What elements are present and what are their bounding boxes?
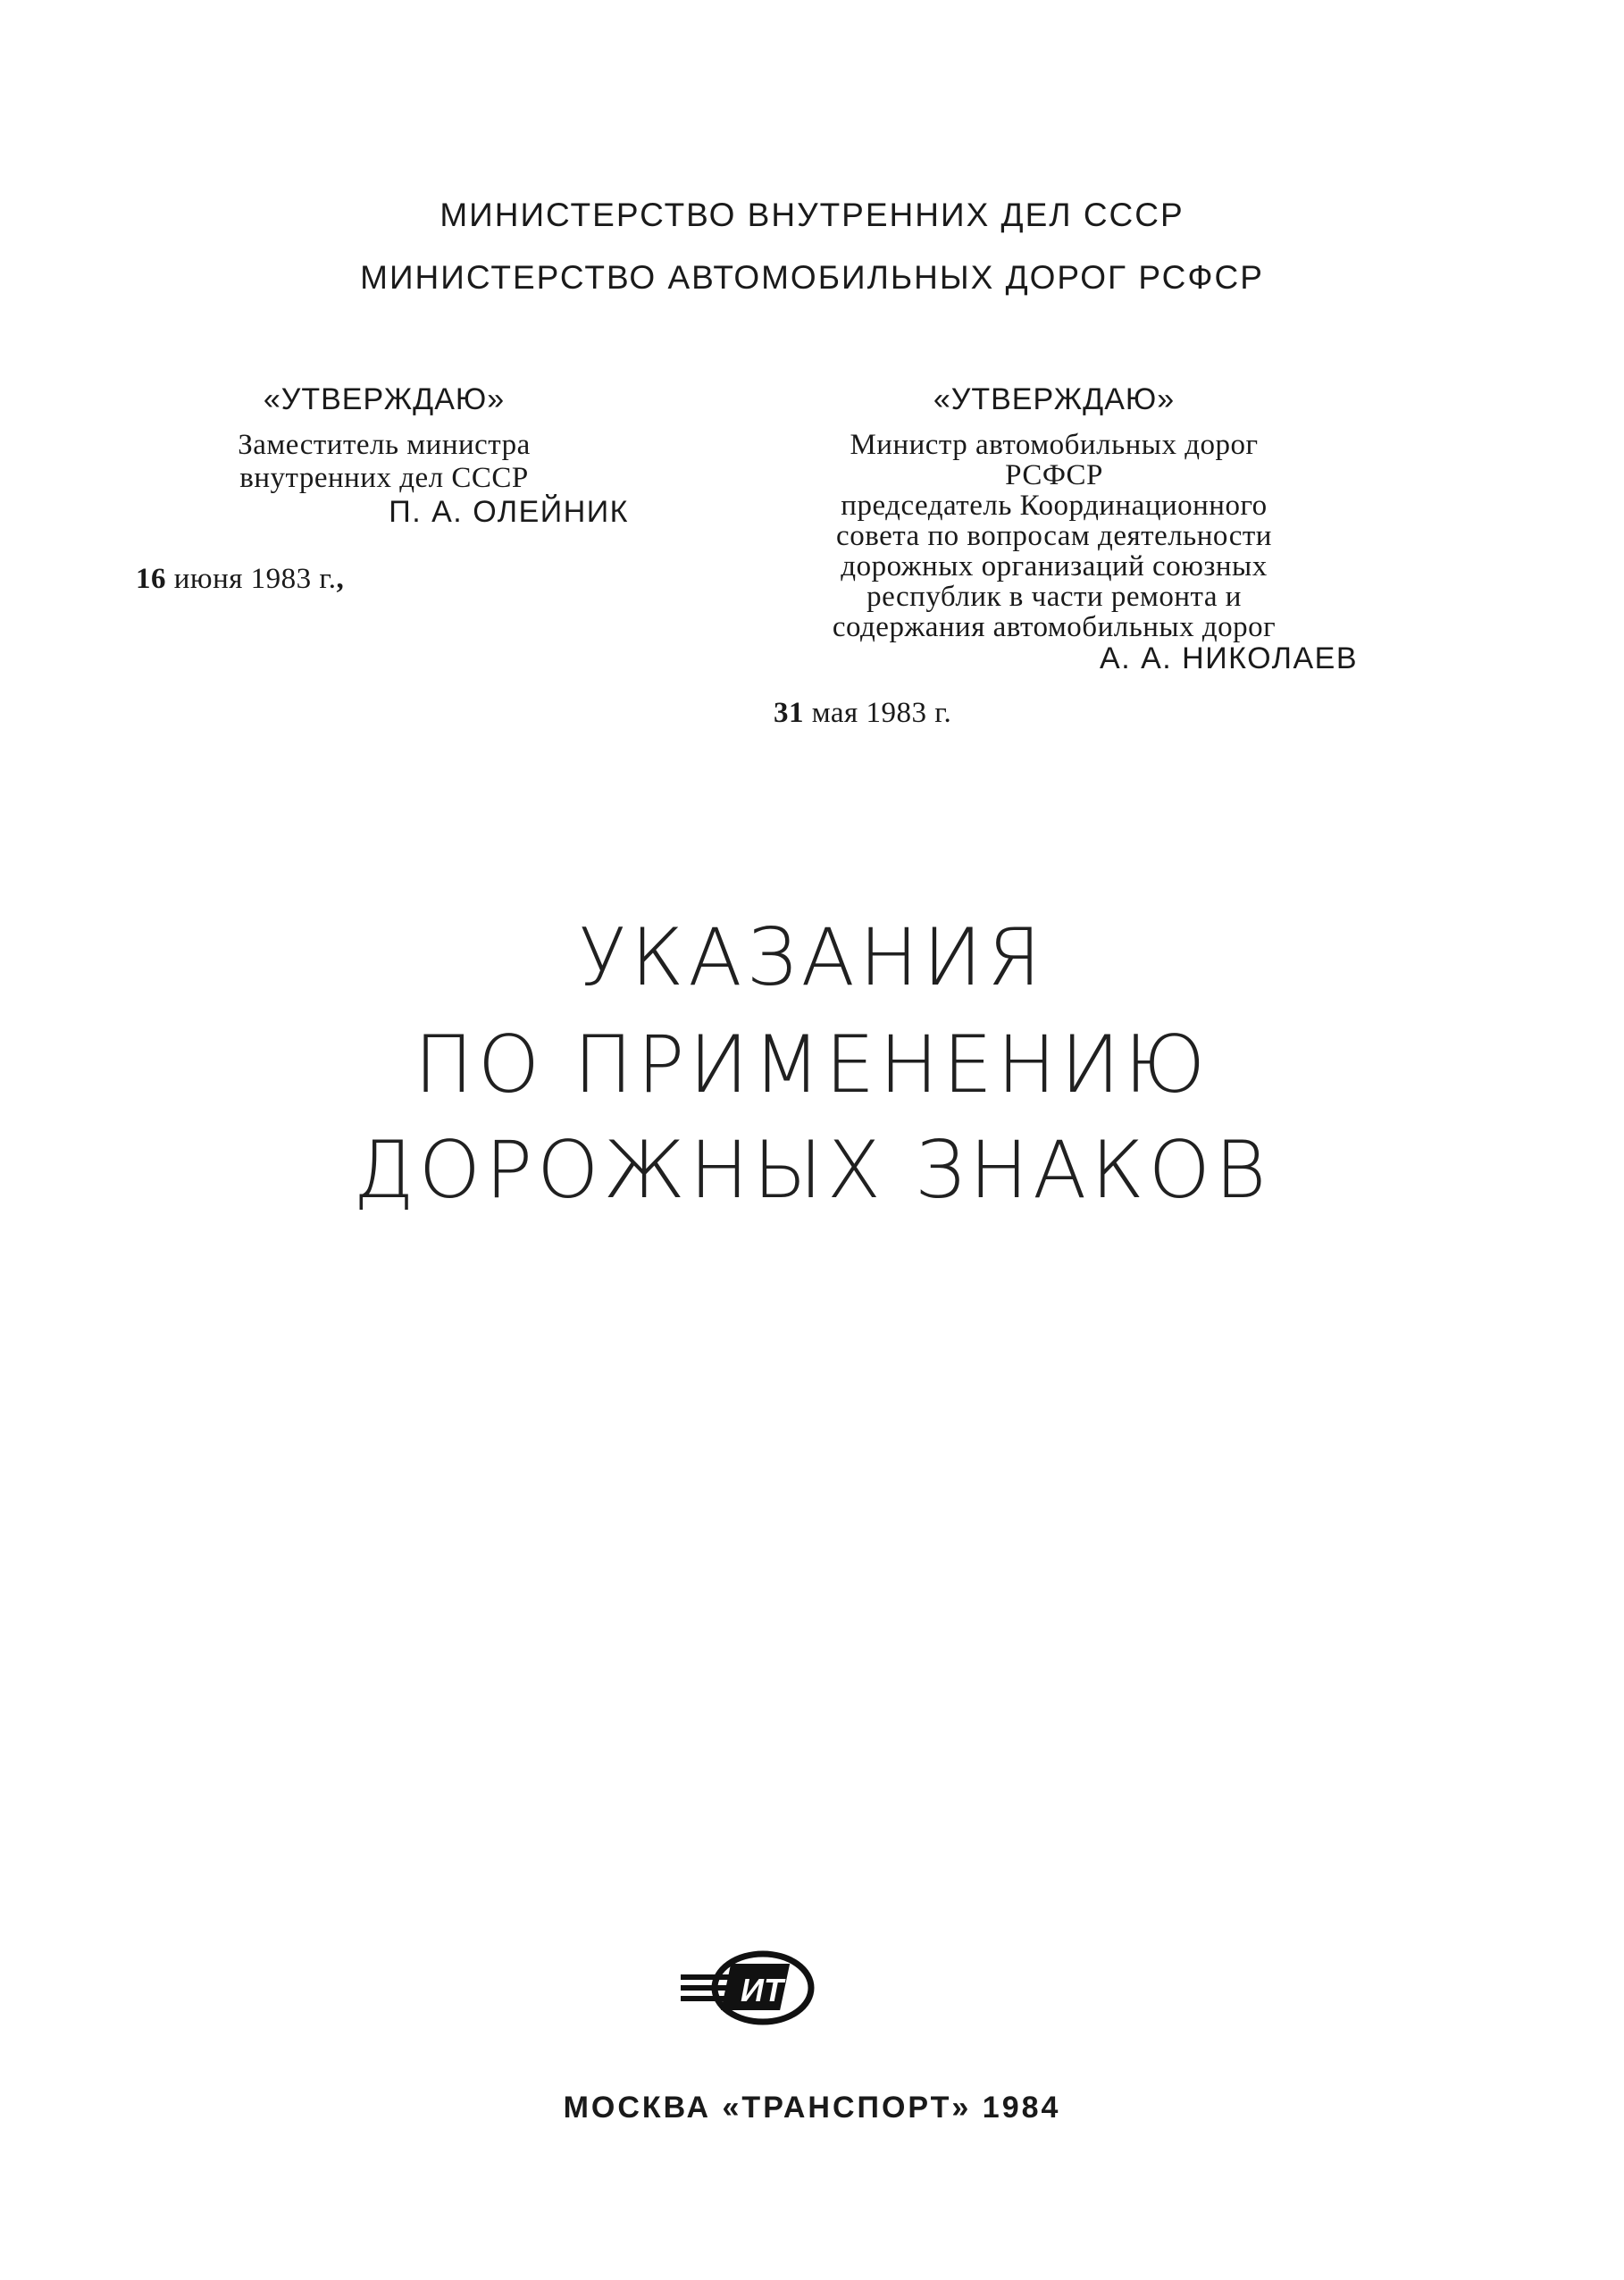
approve-position-line: содержания автомобильных дорог: [832, 611, 1277, 643]
approval-left: [179, 382, 629, 529]
approve-position-line: Заместитель министра: [238, 429, 531, 461]
approve-position-line: дорожных организаций союзных: [841, 550, 1268, 583]
approve-position-line: совета по вопросам деятельности: [836, 520, 1272, 552]
approve-date-rest: мая 1983 г.: [811, 697, 952, 729]
publisher-imprint: МОСКВА «ТРАНСПОРТ» 1984: [563, 2091, 1061, 2125]
approve-title: «УТВЕРЖДАЮ»: [263, 382, 506, 416]
document-title-line-3: ДОРОЖНЫХ ЗНАКОВ: [353, 1124, 1271, 1216]
approval-right: [786, 382, 1358, 675]
ministry-roads: МИНИСТЕРСТВО АВТОМОБИЛЬНЫХ ДОРОГ РСФСР: [360, 259, 1264, 296]
approve-date-right: [774, 699, 951, 728]
transport-publisher-logo-icon: [675, 1948, 836, 2028]
approve-date-day: 16: [136, 563, 166, 595]
document-title-line-2: ПО ПРИМЕНЕНИЮ: [414, 1018, 1210, 1111]
approve-title: «УТВЕРЖДАЮ»: [933, 382, 1176, 416]
document-title-line-1: УКАЗАНИЯ: [578, 911, 1046, 1003]
approve-date-rest: июня 1983 г.: [173, 563, 337, 595]
approve-date-left: 16 июня 1983 г.,: [136, 563, 345, 595]
ministry-mvd: МИНИСТЕРСТВО ВНУТРЕННИХ ДЕЛ СССР: [439, 197, 1185, 233]
approve-position-line: республик в части ремонта и: [866, 581, 1242, 613]
approve-position-line: РСФСР: [1005, 459, 1103, 491]
approve-position-line: председатель Координационного: [841, 490, 1268, 522]
logo-lettering: ИТ: [741, 1972, 783, 2008]
approve-date-day: 31: [774, 697, 804, 729]
approve-signatory-name: П. А. ОЛЕЙНИК: [389, 495, 629, 529]
approve-signatory-name: А. А. НИКОЛАЕВ: [1100, 641, 1358, 675]
approve-position-line: внутренних дел СССР: [239, 462, 529, 494]
approve-position-line: Министр автомобильных дорог: [850, 429, 1259, 461]
